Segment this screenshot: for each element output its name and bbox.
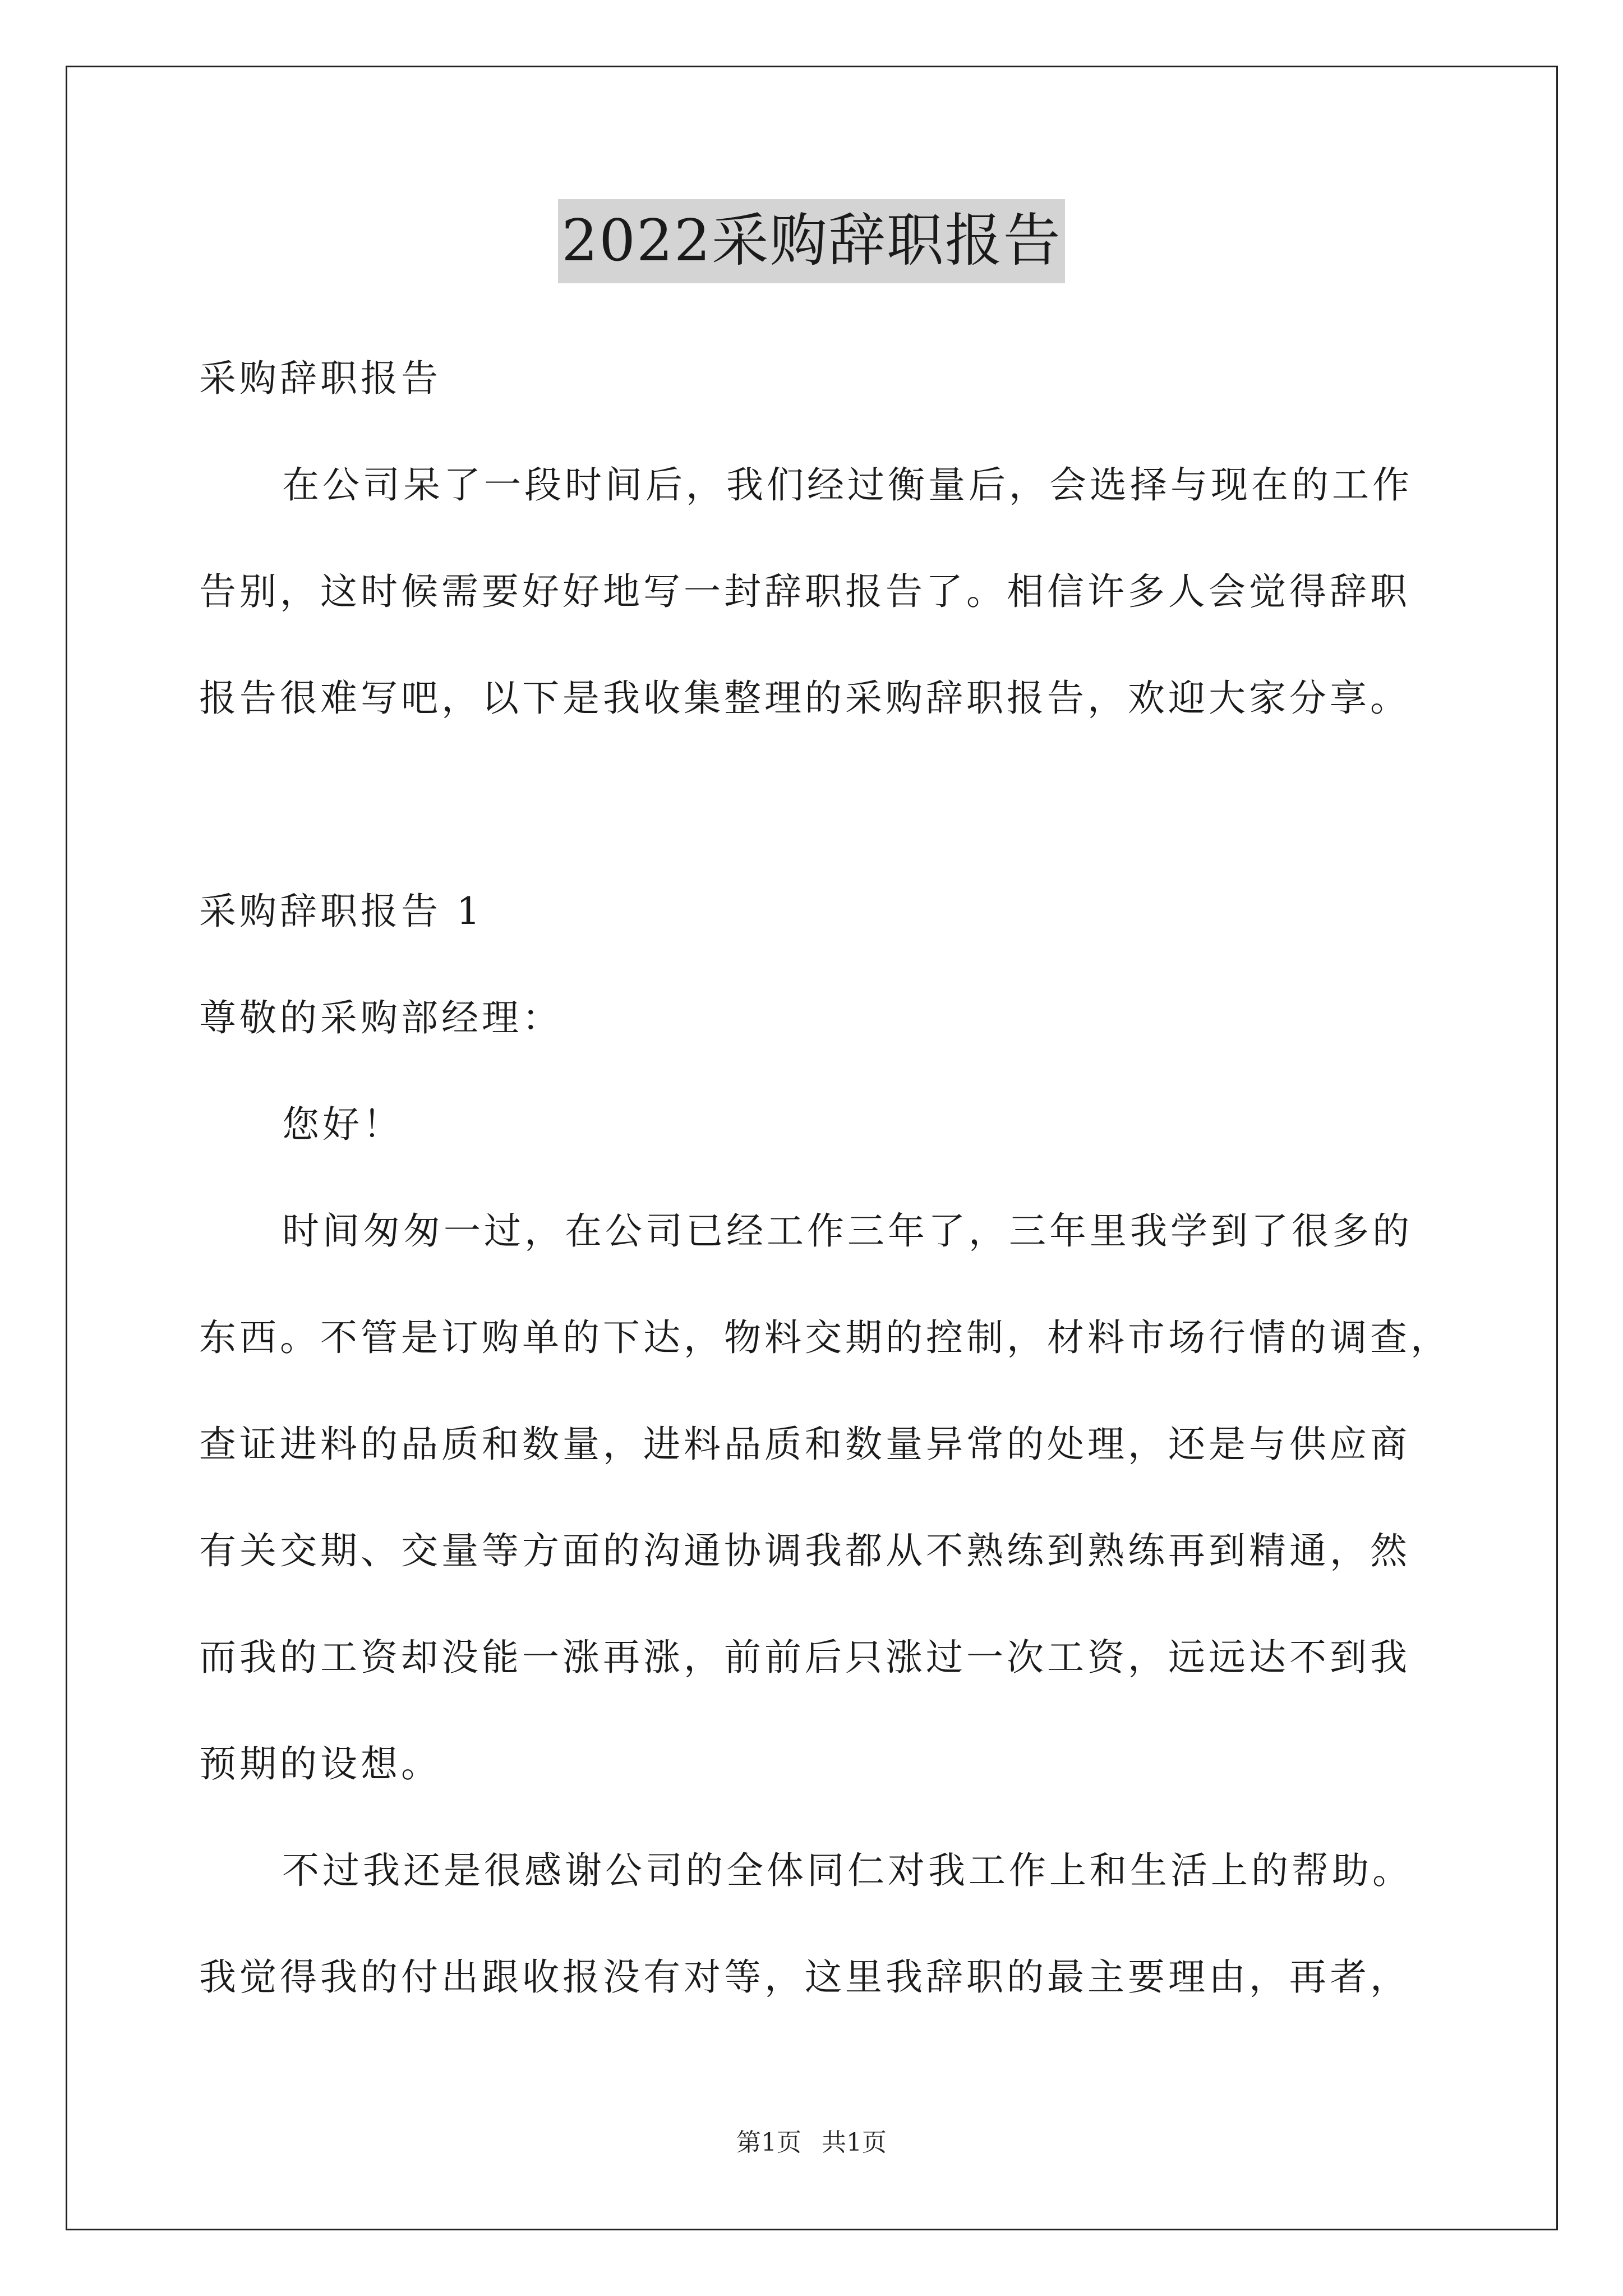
salutation: 尊敬的采购部经理：: [199, 996, 562, 1039]
paragraph-line: 不过我还是很感谢公司的全体同仁对我工作上和生活上的帮助。: [282, 1849, 1413, 1892]
paragraph-line: 东西。不管是订购单的下达，物料交期的控制，材料市场行情的调查，: [199, 1316, 1451, 1359]
page-total: 共1页: [822, 2128, 887, 2157]
section-heading: 采购辞职报告 1: [199, 890, 483, 933]
page-number: 第1页: [736, 2128, 801, 2157]
paragraph-line: 而我的工资却没能一涨再涨，前前后只涨过一次工资，远远达不到我: [199, 1636, 1410, 1679]
paragraph-line: 有关交期、交量等方面的沟通协调我都从不熟练到熟练再到精通，然: [199, 1529, 1410, 1572]
paragraph-line: 查证进料的品质和数量，进料品质和数量异常的处理，还是与供应商: [199, 1423, 1410, 1466]
paragraph-line: 告别，这时候需要好好地写一封辞职报告了。相信许多人会觉得辞职: [199, 570, 1410, 613]
paragraph-line: 预期的设想。: [199, 1742, 441, 1786]
paragraph-line: 时间匆匆一过，在公司已经工作三年了，三年里我学到了很多的: [282, 1209, 1413, 1253]
page-footer: [0, 2126, 1623, 2160]
greeting: 您好！: [282, 1103, 403, 1146]
paragraph-line: 报告很难写吧，以下是我收集整理的采购辞职报告，欢迎大家分享。: [199, 677, 1410, 720]
paragraph-line: 在公司呆了一段时间后，我们经过衡量后，会选择与现在的工作: [282, 463, 1413, 507]
document-title: 2022采购辞职报告: [558, 199, 1065, 283]
title-container: [0, 199, 1623, 283]
section-heading: 采购辞职报告: [199, 357, 441, 400]
paragraph-line: 我觉得我的付出跟收报没有对等，这里我辞职的最主要理由，再者，: [199, 1955, 1410, 1999]
